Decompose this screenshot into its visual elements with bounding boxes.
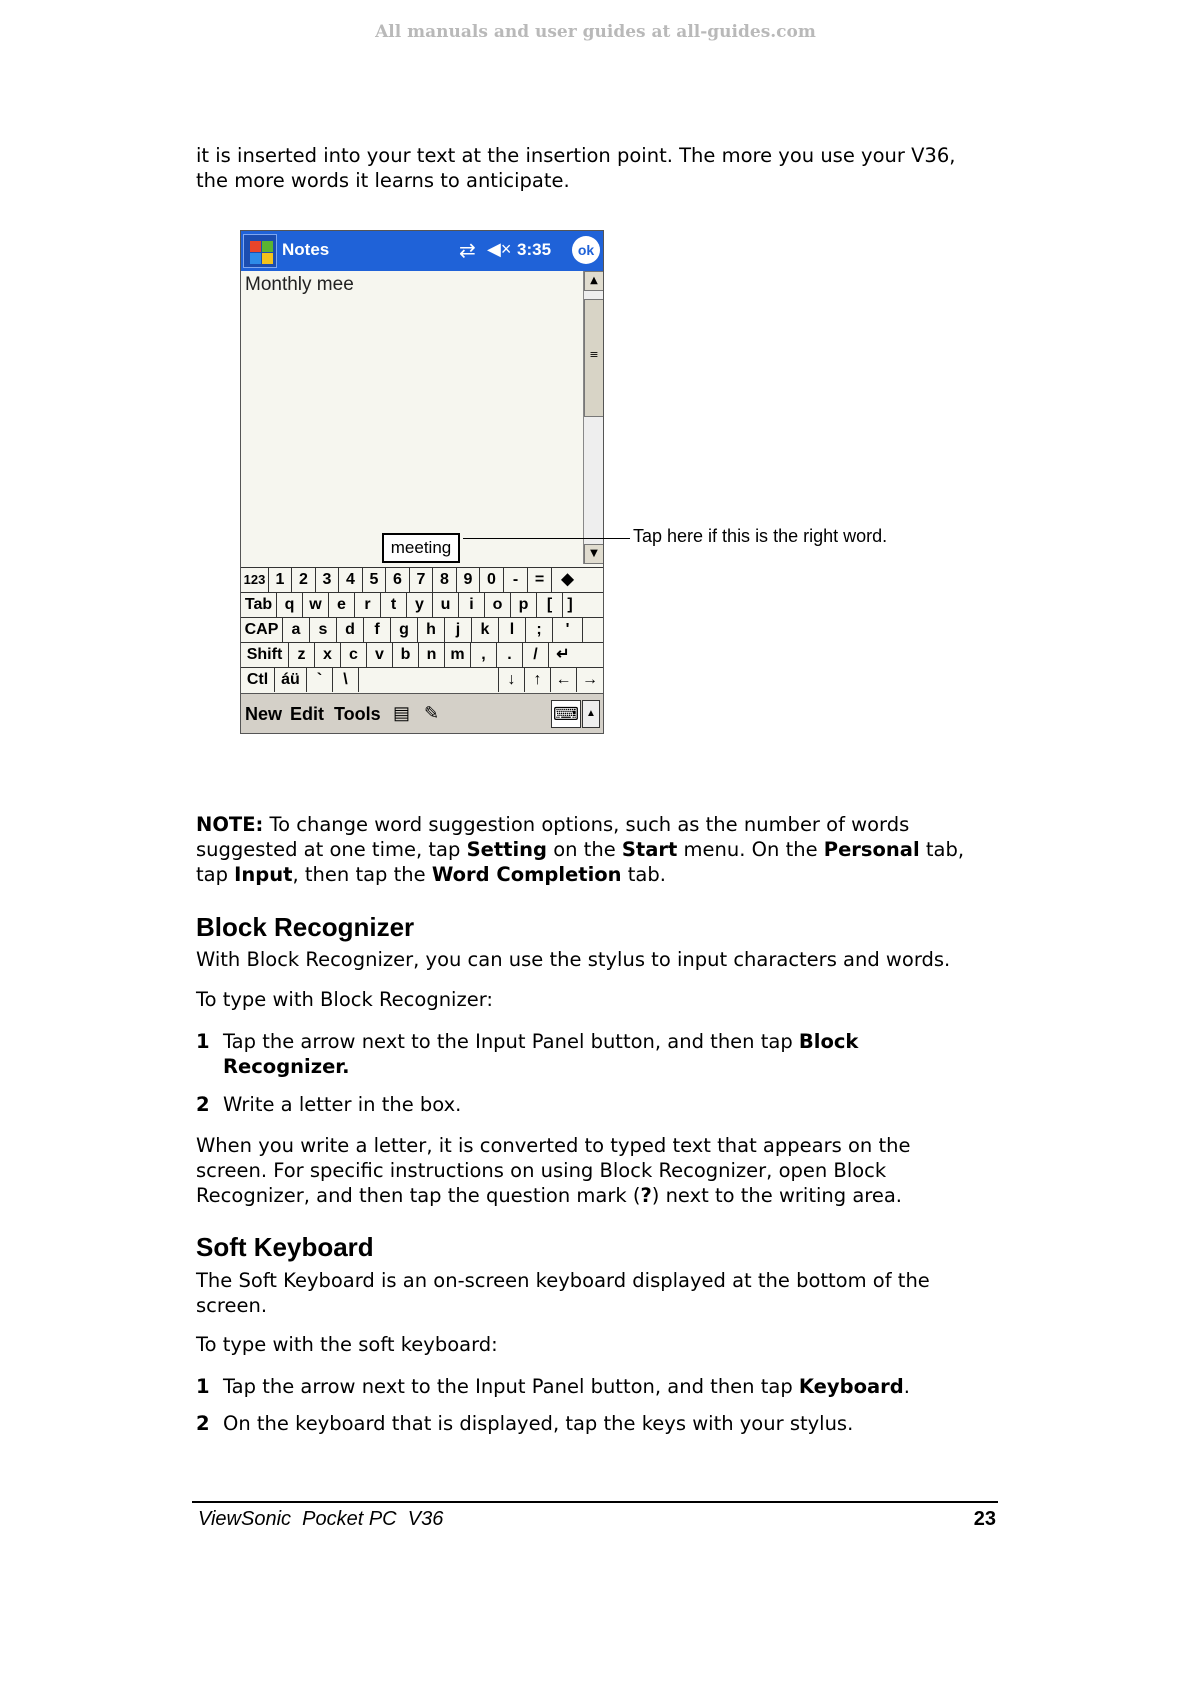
step-number: 1 [196,1375,210,1398]
page-number: 23 [973,1508,996,1530]
key[interactable]: d [337,618,364,642]
key[interactable]: m [445,643,471,667]
input-panel-arrow-icon[interactable]: ▲ [582,700,600,728]
intro-line-1: it is inserted into your text at the insertion point. The more you use your V36, [196,144,956,167]
key[interactable]: 7 [410,568,433,592]
note-content[interactable]: Monthly mee [245,274,354,295]
note-bold: Word Completion [431,863,622,886]
keyboard-row-1 [241,568,603,593]
title-bar [241,231,603,271]
key[interactable]: h [418,618,445,642]
keyboard-icon[interactable]: ⌨ [551,700,581,728]
key[interactable]: y [407,593,433,617]
key[interactable]: 3 [316,568,339,592]
key[interactable]: Tab [241,593,277,617]
speaker-muted-icon[interactable]: ◀× [487,239,512,259]
note-text: on the [547,838,622,861]
keyboard-row-3 [241,618,603,643]
pen-icon[interactable]: ✎ [424,703,440,723]
enter-key[interactable]: ↵ [556,646,570,663]
key[interactable]: n [419,643,445,667]
note-text: To change word suggestion options, such as the number of words [263,813,910,836]
callout-label: Tap here if this is the right word. [633,526,888,546]
backspace-key[interactable]: ◆ [561,571,574,588]
note-bold: Personal [823,838,920,861]
note-line-3 [196,862,996,887]
menu-tools[interactable]: Tools [334,704,381,724]
arrow-up-key[interactable]: ↑ [525,668,551,692]
menu-new[interactable]: New [245,704,283,724]
soft-step-1 [196,1374,996,1400]
arrow-right-key[interactable]: → [582,671,598,688]
connectivity-icon[interactable]: ⇄ [459,240,476,262]
block-p3-line-2: screen. For specific instructions on using Block Recognizer, open Block [196,1159,887,1182]
footer-product: ViewSonic Pocket PC V36 [198,1508,444,1530]
callout-line [463,538,630,539]
block-recognizer-heading: Block Recognizer [196,912,415,942]
arrow-down-key[interactable]: ↓ [499,668,525,692]
soft-paragraph-2: To type with the soft keyboard: [196,1333,498,1356]
block-p3-line-1: When you write a letter, it is converted to typed text that appears on the [196,1134,911,1157]
note-label: NOTE: [196,813,264,836]
note-paragraph [196,812,996,887]
key[interactable]: r [355,593,381,617]
step-text: Write a letter in the box. [223,1093,462,1116]
key[interactable]: e [329,593,355,617]
note-text: menu. On the [677,838,824,861]
note-bold: Start [621,838,678,861]
keyboard-row-2 [241,593,603,618]
key[interactable]: w [303,593,329,617]
key[interactable]: q [277,593,303,617]
keyboard-row-5 [241,668,603,693]
key[interactable]: ' [553,618,583,642]
key[interactable]: f [364,618,391,642]
soft-keyboard [241,567,603,694]
key[interactable]: 0 [480,568,504,592]
step-number: 2 [196,1093,210,1116]
key[interactable]: CAP [241,618,283,642]
ctrl-key[interactable]: Ctl [241,668,275,692]
note-text: tab. [621,863,666,886]
step-text: On the keyboard that is displayed, tap the keys with your stylus. [223,1412,854,1435]
soft-step-2 [196,1411,996,1437]
block-step-2 [196,1092,996,1118]
text: Recognizer, and then tap the question mark ( [196,1184,641,1207]
intro-line-2: the more words it learns to anticipate. [196,169,570,192]
menu-bar [241,693,603,734]
note-line-2 [196,837,996,862]
key[interactable]: o [485,593,511,617]
step-text-end: . [903,1375,910,1398]
key[interactable]: \ [333,668,359,692]
ok-button[interactable]: ok [572,236,600,264]
footer-rule [192,1501,998,1503]
key[interactable]: s [310,618,337,642]
key[interactable]: g [391,618,418,642]
app-title: Notes [282,240,330,259]
soft-paragraph-1 [196,1268,996,1318]
key[interactable]: . [497,643,523,667]
keyboard-row-4 [241,643,603,668]
text: ) next to the writing area. [651,1184,903,1207]
key[interactable]: 4 [339,568,363,592]
key[interactable]: v [367,643,393,667]
step-text-end: . [342,1055,350,1078]
note-bold: Input [234,863,293,886]
intro-paragraph [196,143,996,193]
key[interactable]: - [504,568,528,592]
key[interactable]: ; [526,618,553,642]
step-number: 2 [196,1412,210,1435]
step-text-bold: Block Recognizer [223,1030,859,1078]
key[interactable]: ] [567,596,573,613]
key[interactable]: b [393,643,419,667]
key[interactable]: 6 [386,568,410,592]
soft-p1-line-2: screen. [196,1294,268,1317]
key[interactable]: c [341,643,367,667]
note-line-1 [196,812,996,837]
note-text: tab, [919,838,965,861]
key[interactable]: / [523,643,549,667]
block-paragraph-2: To type with Block Recognizer: [196,988,493,1011]
key[interactable]: 2 [292,568,316,592]
key[interactable]: 9 [457,568,480,592]
key[interactable]: 1 [269,568,292,592]
accent-key[interactable]: áü [275,668,307,692]
key[interactable]: t [381,593,407,617]
key[interactable]: = [528,568,552,592]
note-bold: Setting [466,838,547,861]
word-suggestion[interactable]: meeting [382,533,460,563]
key[interactable]: z [289,643,315,667]
key[interactable]: ` [307,668,333,692]
step-text [223,1029,943,1079]
key[interactable]: p [511,593,537,617]
key[interactable]: 5 [363,568,386,592]
arrow-left-key[interactable]: ← [551,668,577,692]
key[interactable]: , [471,643,497,667]
watermark: All manuals and user guides at all-guides.com [375,22,816,42]
step-text-plain: Tap the arrow next to the Input Panel button, and then tap [223,1030,799,1053]
block-paragraph-1: With Block Recognizer, you can use the stylus to input characters and words. [196,948,951,971]
scroll-down-icon[interactable]: ▼ [584,544,604,564]
menu-edit[interactable]: Edit [290,704,324,724]
key[interactable]: k [472,618,499,642]
space-key[interactable] [359,668,499,692]
step-text-plain: Tap the arrow next to the Input Panel button, and then tap [223,1375,799,1398]
soft-keyboard-heading: Soft Keyboard [196,1232,374,1262]
soft-p1-line-1: The Soft Keyboard is an on-screen keyboard displayed at the bottom of the [196,1269,930,1292]
scroll-up-icon[interactable]: ▲ [584,271,604,291]
note-text: tap [196,863,235,886]
note-text: , then tap the [292,863,432,886]
key[interactable]: 8 [433,568,457,592]
step-text [223,1374,943,1399]
note-text: suggested at one time, tap [196,838,467,861]
step-number: 1 [196,1030,210,1053]
key[interactable]: l [499,618,526,642]
key[interactable]: j [445,618,472,642]
key[interactable]: u [433,593,459,617]
key[interactable]: 123 [241,568,269,592]
scrollbar[interactable] [583,271,604,564]
block-paragraph-3 [196,1133,996,1208]
windows-start-icon[interactable] [243,234,277,268]
block-p3-line-3 [196,1183,996,1208]
key[interactable]: x [315,643,341,667]
question-mark: ? [640,1184,652,1207]
recording-icon[interactable]: ▤ [393,703,411,723]
key[interactable]: i [459,593,485,617]
pocket-pc-screenshot [240,230,604,734]
scroll-thumb[interactable]: ≡ [584,299,604,417]
shift-key[interactable]: Shift [241,643,289,667]
key[interactable]: [ [537,593,563,617]
key[interactable]: a [283,618,310,642]
block-step-1 [196,1029,996,1081]
clock[interactable]: 3:35 [517,240,552,259]
step-text-bold: Keyboard [798,1375,904,1398]
